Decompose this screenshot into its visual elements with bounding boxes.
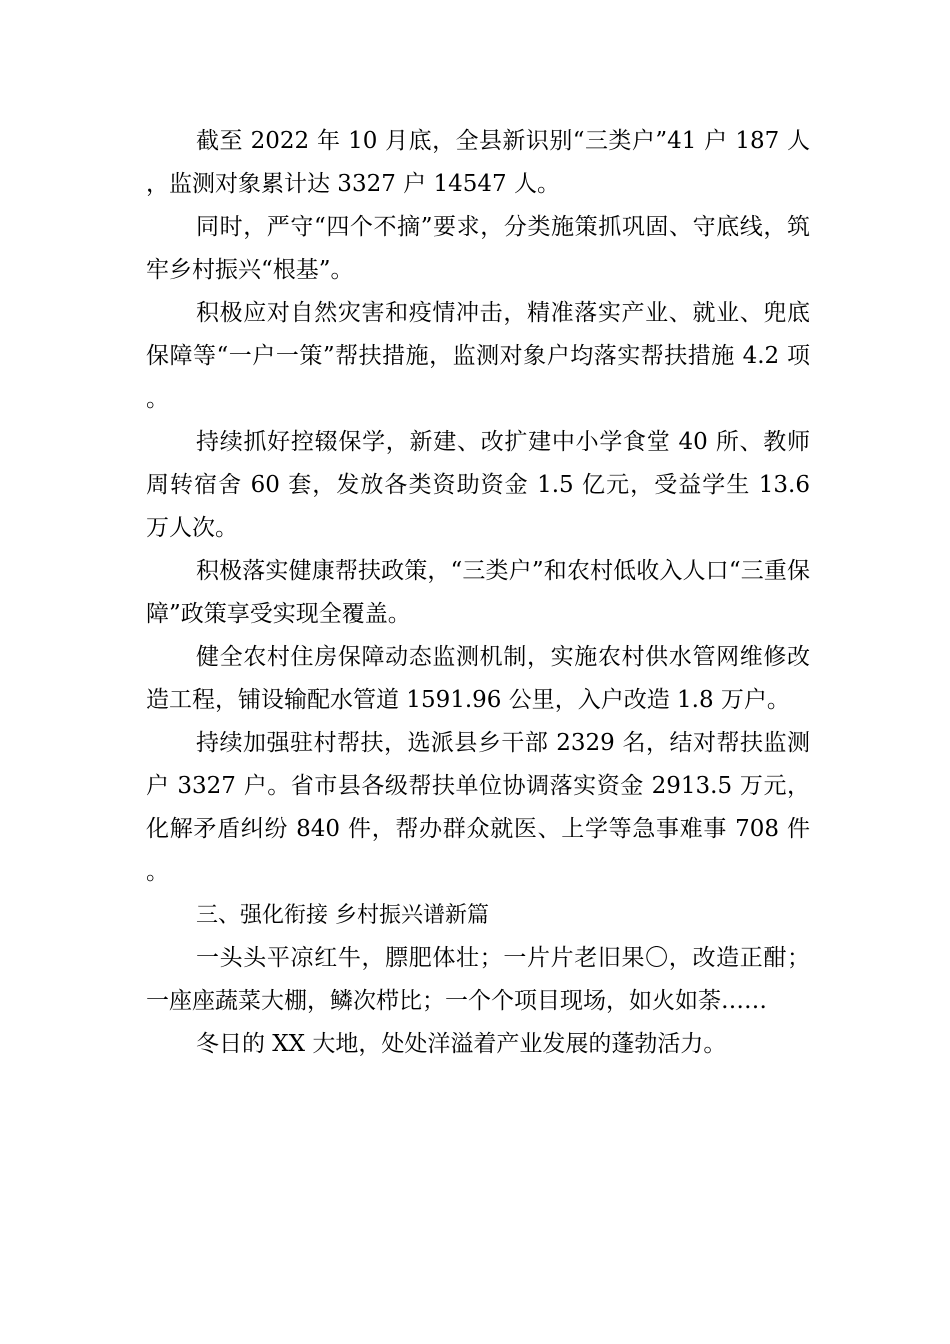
paragraph-industry-vitality: 冬日的 XX 大地，处处洋溢着产业发展的蓬勃活力。 — [196, 1031, 727, 1057]
paragraph-village-support: 持续加强驻村帮扶，选派县乡干部 2329 名，结对帮扶监测户 3327 户。省市县各级帮扶单位协调落实资金 2913.5 万元，化解矛盾纠纷 840 件，帮办群众就医、上学等急事难事 708 件。 — [146, 730, 810, 885]
section-heading: 三、强化衔接 乡村振兴谱新篇 — [196, 903, 489, 928]
paragraph-education-support: 持续抓好控辍保学，新建、改扩建中小学食堂 40 所、教师周转宿舍 60 套，发放各类资助资金 1.5 亿元，受益学生 13.6 万人次。 — [146, 429, 810, 541]
paragraph-four-not-removed: 同时，严守“四个不摘”要求，分类施策抓巩固、守底线，筑牢乡村振兴“根基”。 — [146, 214, 810, 283]
paragraph-monitoring-households: 截至 2022 年 10 月底，全县新识别“三类户”41 户 187 人，监测对象累计达 3327 户 14547 人。 — [146, 128, 810, 197]
document-body — [146, 120, 810, 1066]
paragraph-health-support: 积极落实健康帮扶政策，“三类户”和农村低收入人口“三重保障”政策享受实现全覆盖。 — [146, 558, 810, 627]
paragraph-one-household-one-policy: 积极应对自然灾害和疫情冲击，精准落实产业、就业、兜底保障等“一户一策”帮扶措施，监测对象户均落实帮扶措施 4.2 项。 — [146, 300, 810, 412]
paragraph-industry-scenes: 一头头平凉红牛，膘肥体壮；一片片老旧果〇，改造正酣；一座座蔬菜大棚，鳞次栉比；一个个项目现场，如火如荼…… — [146, 945, 810, 1014]
paragraph-housing-water: 健全农村住房保障动态监测机制，实施农村供水管网维修改造工程，铺设输配水管道 1591.96 公里，入户改造 1.8 万户。 — [146, 644, 810, 713]
